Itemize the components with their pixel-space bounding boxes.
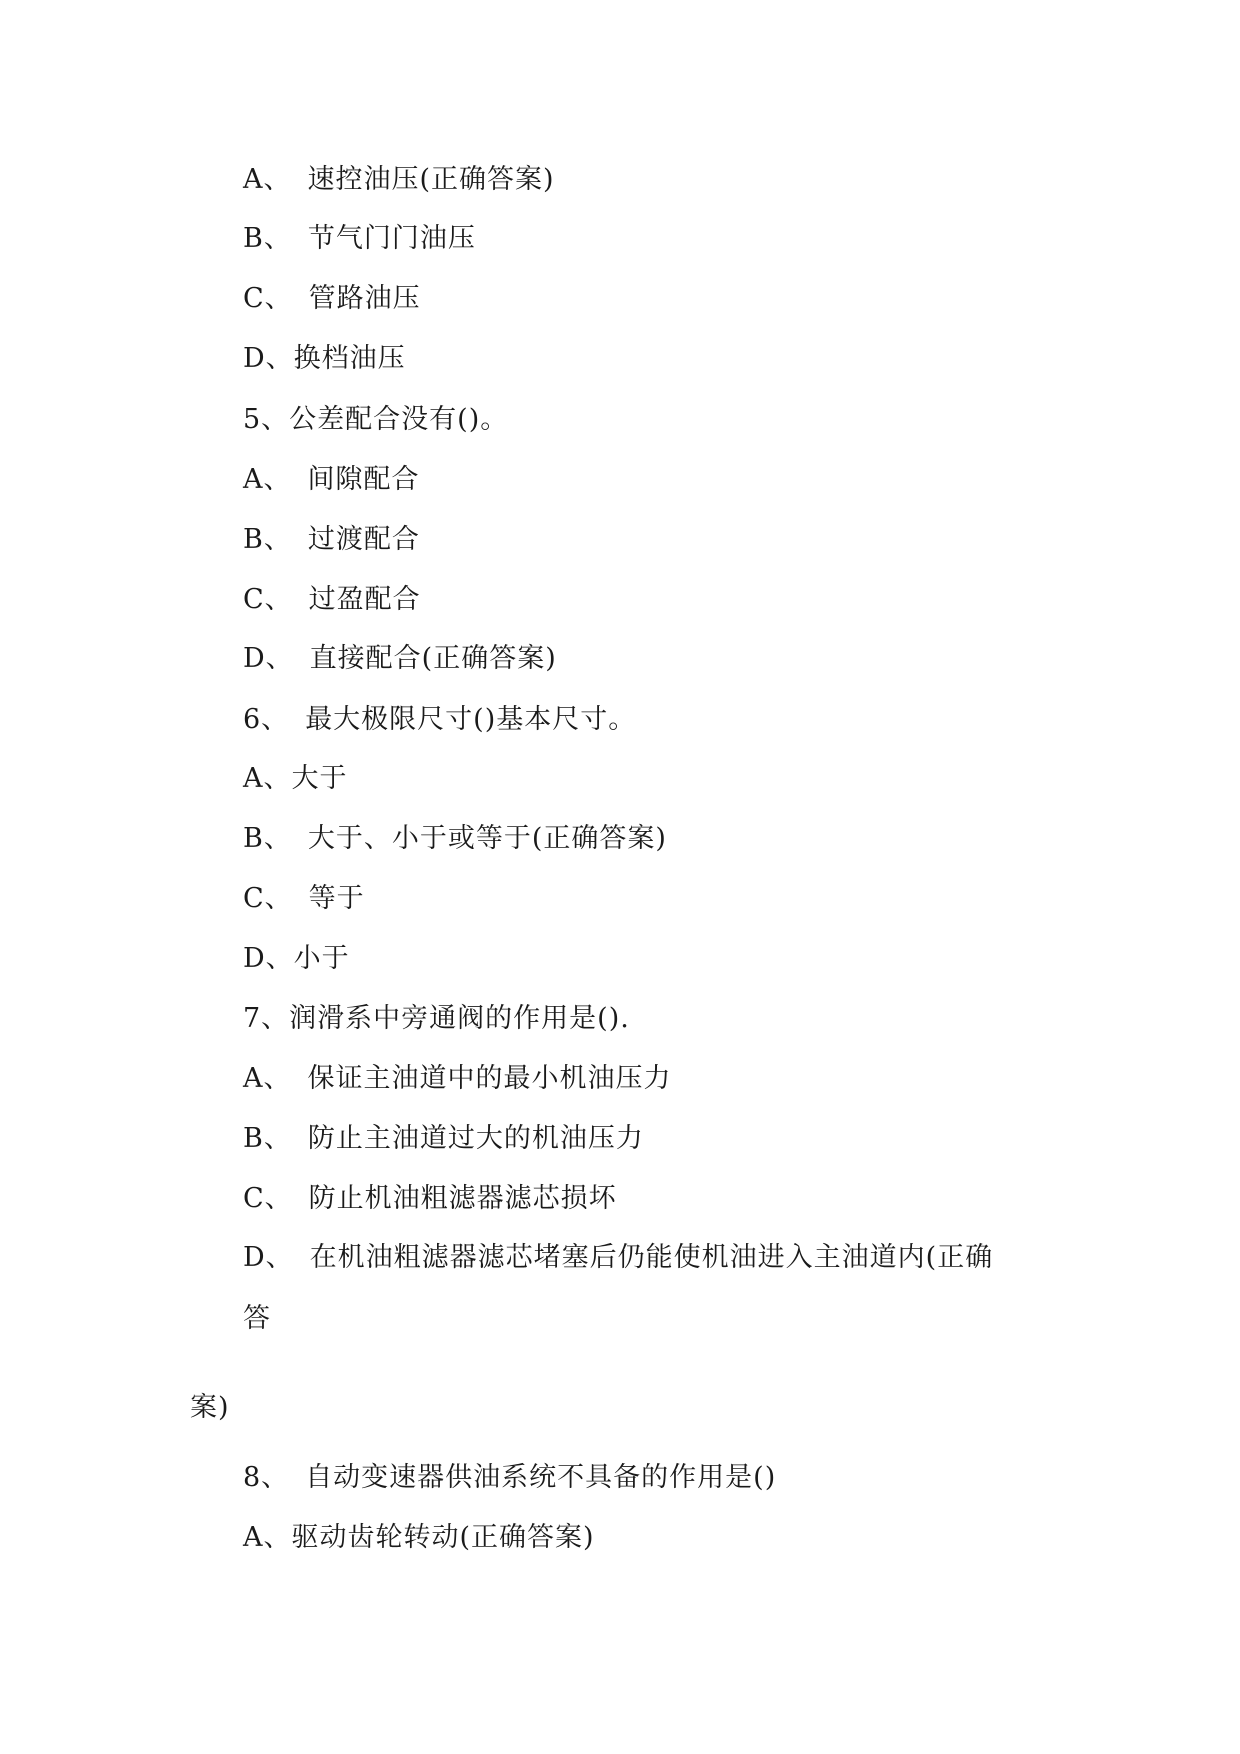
option-text: 间隙配合 xyxy=(307,464,420,495)
option-text: 防止主油道过大的机油压力 xyxy=(307,1123,644,1154)
option-label: A、 xyxy=(243,164,292,195)
option-line xyxy=(243,463,420,497)
wrapped-text: 案) xyxy=(190,1392,230,1423)
option-label: D、 xyxy=(243,643,294,674)
question-line xyxy=(243,403,508,437)
option-text: 过渡配合 xyxy=(307,524,420,555)
option-label: A、 xyxy=(243,1063,292,1094)
option-text: 防止机油粗滤器滤芯损坏 xyxy=(308,1183,617,1214)
question-line xyxy=(243,1002,630,1036)
option-line xyxy=(243,1062,672,1096)
question-text: 5、公差配合没有()。 xyxy=(243,404,509,435)
option-text: A、大于 xyxy=(243,763,348,794)
option-line xyxy=(243,163,555,197)
option-line xyxy=(243,822,667,856)
option-text: 保证主油道中的最小机油压力 xyxy=(307,1063,672,1094)
option-text: A、驱动齿轮转动(正确答案) xyxy=(243,1522,595,1553)
option-text: 在机油粗滤器滤芯堵塞后仍能使机油进入主油道内(正确 xyxy=(309,1242,994,1273)
option-line xyxy=(243,282,421,316)
option-text: 直接配合(正确答案) xyxy=(309,643,557,674)
option-label: B、 xyxy=(243,223,292,254)
option-text: 速控油压(正确答案) xyxy=(307,164,555,195)
option-label: C、 xyxy=(243,584,293,615)
option-line xyxy=(243,523,420,557)
option-line xyxy=(243,882,365,916)
option-label: C、 xyxy=(243,283,293,314)
option-text: 过盈配合 xyxy=(308,584,421,615)
question-text: 7、润滑系中旁通阀的作用是(). xyxy=(243,1003,630,1034)
option-text: 节气门门油压 xyxy=(307,223,476,254)
question-text: 自动变速器供油系统不具备的作用是() xyxy=(305,1462,777,1493)
option-line xyxy=(243,583,421,617)
question-label: 6、 xyxy=(243,704,290,735)
option-line xyxy=(243,762,348,796)
option-label: C、 xyxy=(243,883,293,914)
option-text: D、换档油压 xyxy=(243,343,406,374)
option-line xyxy=(243,642,557,676)
option-line xyxy=(243,1122,644,1156)
option-label: B、 xyxy=(243,524,292,555)
option-line xyxy=(243,1241,993,1275)
wrapped-line xyxy=(243,1302,271,1336)
option-line xyxy=(243,1521,595,1555)
wrapped-text: 答 xyxy=(243,1303,271,1334)
question-line xyxy=(243,1461,776,1495)
option-label: A、 xyxy=(243,464,292,495)
option-line xyxy=(243,1182,617,1216)
option-text: 管路油压 xyxy=(308,283,421,314)
option-text: 等于 xyxy=(308,883,365,914)
option-line xyxy=(243,942,350,976)
option-label: B、 xyxy=(243,823,292,854)
question-text: 最大极限尺寸()基本尺寸。 xyxy=(305,704,637,735)
question-line xyxy=(243,703,636,737)
option-text: 大于、小于或等于(正确答案) xyxy=(307,823,667,854)
option-line xyxy=(243,342,406,376)
option-label: D、 xyxy=(243,1242,294,1273)
question-label: 8、 xyxy=(243,1462,290,1493)
option-text: D、小于 xyxy=(243,943,350,974)
option-line xyxy=(243,222,476,256)
wrapped-line xyxy=(190,1391,230,1425)
option-label: C、 xyxy=(243,1183,293,1214)
option-label: B、 xyxy=(243,1123,292,1154)
